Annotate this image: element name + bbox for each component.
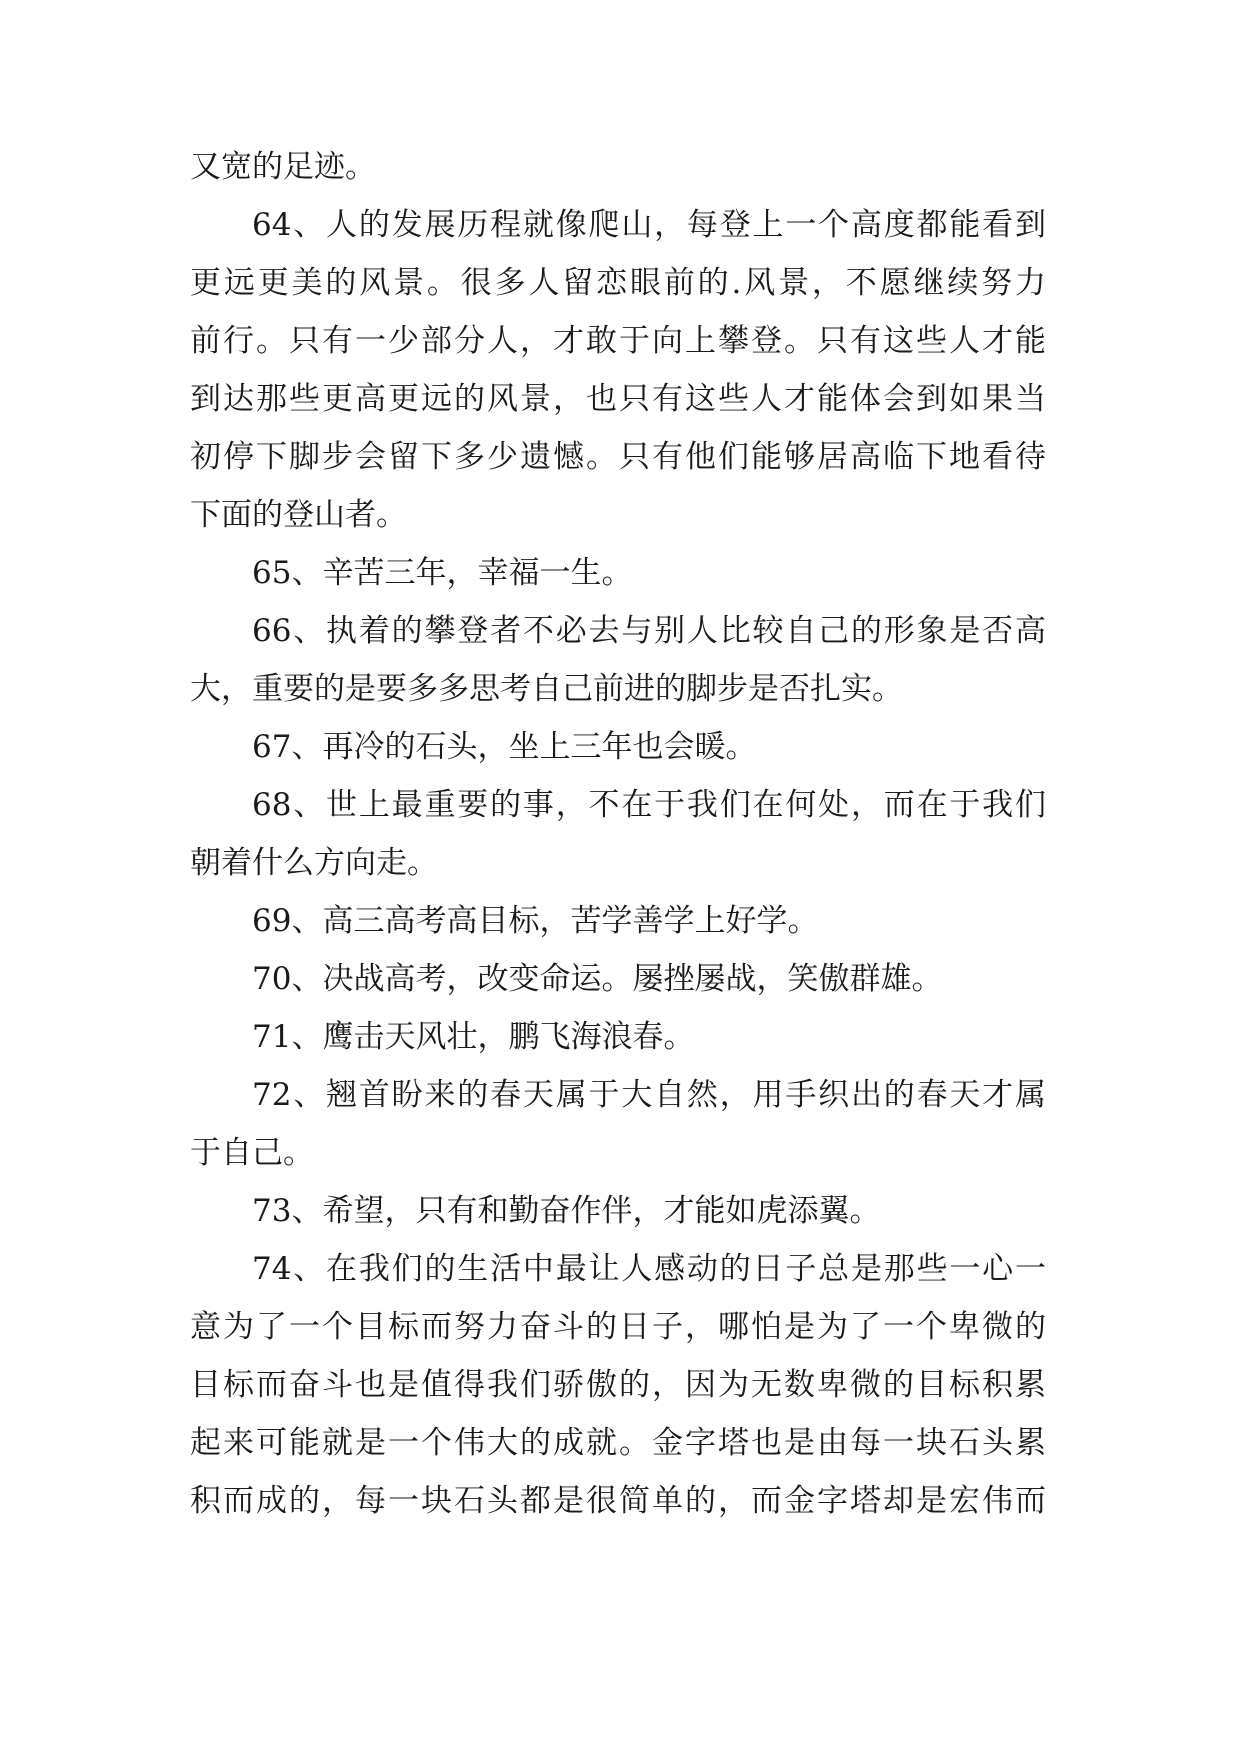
text-line: 更远更美的风景。很多人留恋眼前的.风景，不愿继续努力 [190, 265, 1046, 301]
paragraph-69: 69、高三高考高目标，苦学善学上好学。 [252, 903, 819, 939]
paragraph-70: 70、决战高考，改变命运。屡挫屡战，笑傲群雄。 [252, 961, 943, 997]
paragraph-66-start: 66、执着的攀登者不必去与别人比较自己的形象是否高 [252, 613, 1046, 649]
text-line: 前行。只有一少部分人，才敢于向上攀登。只有这些人才能 [190, 323, 1046, 359]
text-line: 大，重要的是要多多思考自己前进的脚步是否扎实。 [190, 671, 903, 707]
text-line: 到达那些更高更远的风景，也只有这些人才能体会到如果当 [190, 381, 1046, 417]
text-line: 意为了一个目标而努力奋斗的日子，哪怕是为了一个卑微的 [190, 1309, 1046, 1345]
paragraph-72-start: 72、翘首盼来的春天属于大自然，用手织出的春天才属 [252, 1077, 1046, 1113]
text-line: 朝着什么方向走。 [190, 845, 438, 881]
text-line: 积而成的，每一块石头都是很简单的，而金字塔却是宏伟而 [190, 1483, 1046, 1519]
text-line: 目标而奋斗也是值得我们骄傲的，因为无数卑微的目标积累 [190, 1367, 1046, 1403]
text-line: 于自己。 [190, 1135, 314, 1171]
paragraph-68-start: 68、世上最重要的事，不在于我们在何处，而在于我们 [252, 787, 1046, 823]
paragraph-65: 65、辛苦三年，幸福一生。 [252, 555, 633, 591]
paragraph-64-start: 64、人的发展历程就像爬山，每登上一个高度都能看到 [252, 207, 1046, 243]
text-line: 又宽的足迹。 [190, 149, 376, 185]
text-line: 初停下脚步会留下多少遗憾。只有他们能够居高临下地看待 [190, 439, 1046, 475]
paragraph-71: 71、鹰击天风壮，鹏飞海浪春。 [252, 1019, 695, 1055]
paragraph-74-start: 74、在我们的生活中最让人感动的日子总是那些一心一 [252, 1251, 1046, 1287]
paragraph-67: 67、再冷的石头，坐上三年也会暖。 [252, 729, 757, 765]
paragraph-73: 73、希望，只有和勤奋作伴，才能如虎添翼。 [252, 1193, 881, 1229]
text-line: 起来可能就是一个伟大的成就。金字塔也是由每一块石头累 [190, 1425, 1046, 1461]
text-line: 下面的登山者。 [190, 497, 407, 533]
